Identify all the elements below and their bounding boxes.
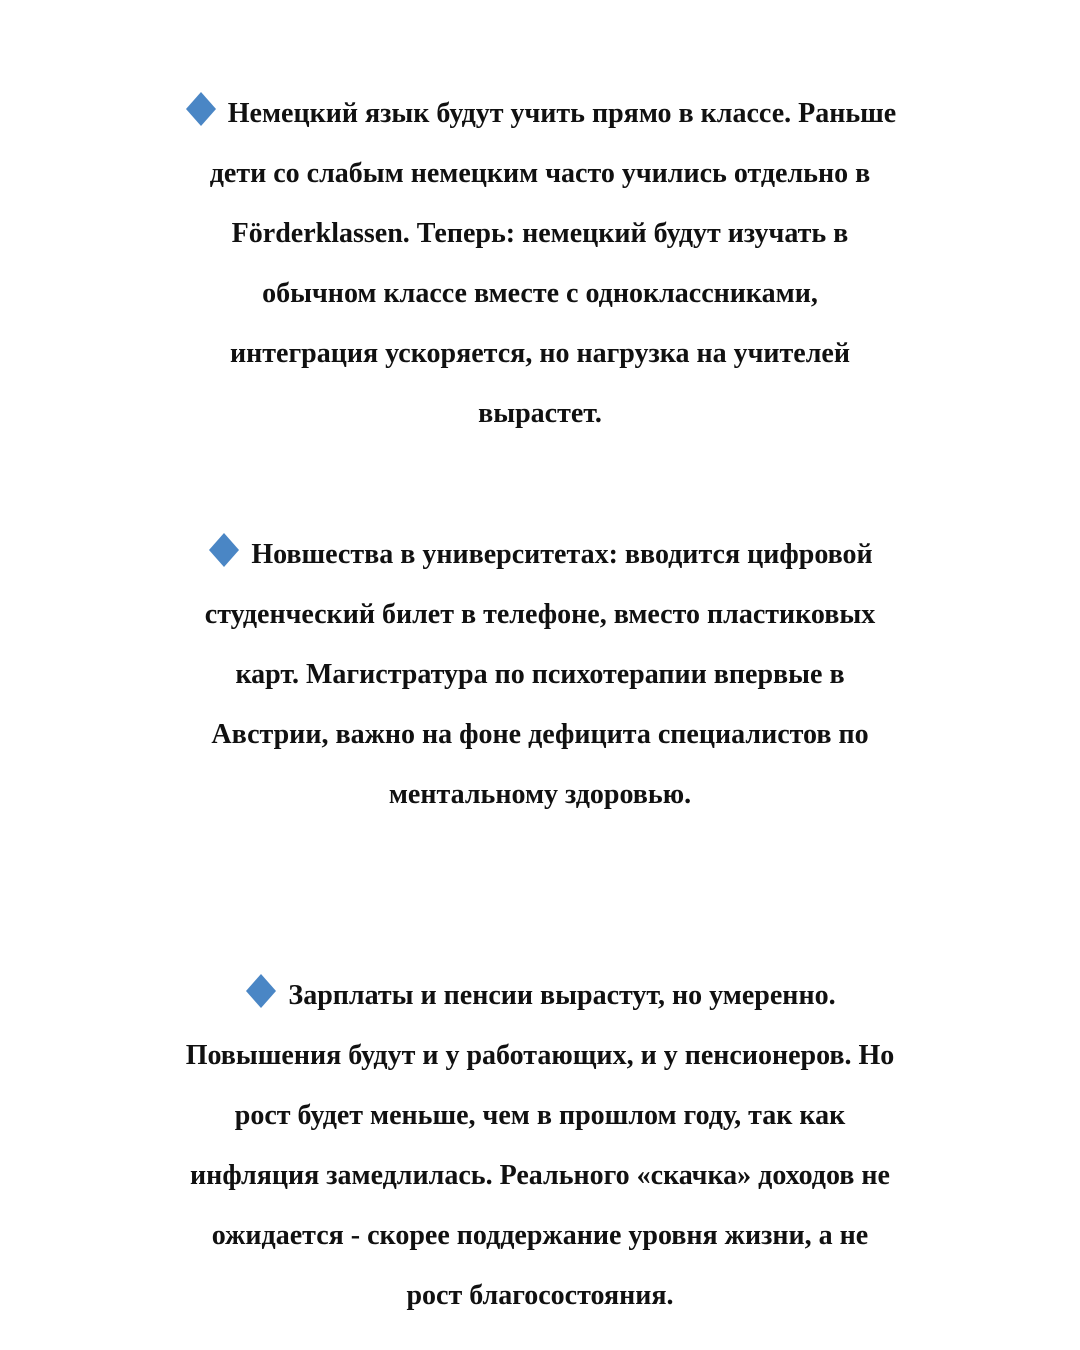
paragraph-line: инфляция замедлилась. Реального «скачка» доходов не: [190, 1160, 890, 1191]
paragraph-line: Немецкий язык будут учить прямо в классе. Раньше: [0, 84, 1080, 144]
paragraph-german-language: [0, 84, 1080, 444]
paragraph-line: ментальному здоровью.: [388, 779, 692, 810]
blue-diamond-icon: [244, 973, 278, 1009]
paragraph-line: студенческий билет в телефоне, вместо пластиковых: [204, 599, 876, 630]
paragraph-line: рост будет меньше, чем в прошлом году, так как: [234, 1100, 846, 1131]
paragraph-line: Повышения будут и у работающих, и у пенсионеров. Но: [185, 1040, 895, 1071]
paragraph-line: ожидается - скорее поддержание уровня жизни, а не: [211, 1220, 869, 1251]
blue-diamond-icon: [184, 91, 218, 127]
paragraph-line: Förderklassen. Теперь: немецкий будут изучать в: [231, 218, 849, 249]
paragraph-line: обычном классе вместе с одноклассниками,: [262, 278, 818, 309]
paragraph-line: Австрии, важно на фоне дефицита специалистов по: [211, 719, 869, 750]
paragraph-line: Зарплаты и пенсии вырастут, но умеренно.: [0, 966, 1080, 1026]
paragraph-universities: [0, 525, 1080, 825]
paragraph-line: рост благосостояния.: [406, 1280, 674, 1311]
blue-diamond-icon: [207, 532, 241, 568]
paragraph-salaries-pensions: [0, 966, 1080, 1326]
paragraph-line: интеграция ускоряется, но нагрузка на учителей: [230, 338, 850, 369]
paragraph-line: карт. Магистратура по психотерапии впервые в: [235, 659, 845, 690]
paragraph-line: вырастет.: [478, 398, 602, 429]
paragraph-line: дети со слабым немецким часто учились отдельно в: [209, 158, 871, 189]
paragraph-line: Новшества в университетах: вводится цифровой: [0, 525, 1080, 585]
